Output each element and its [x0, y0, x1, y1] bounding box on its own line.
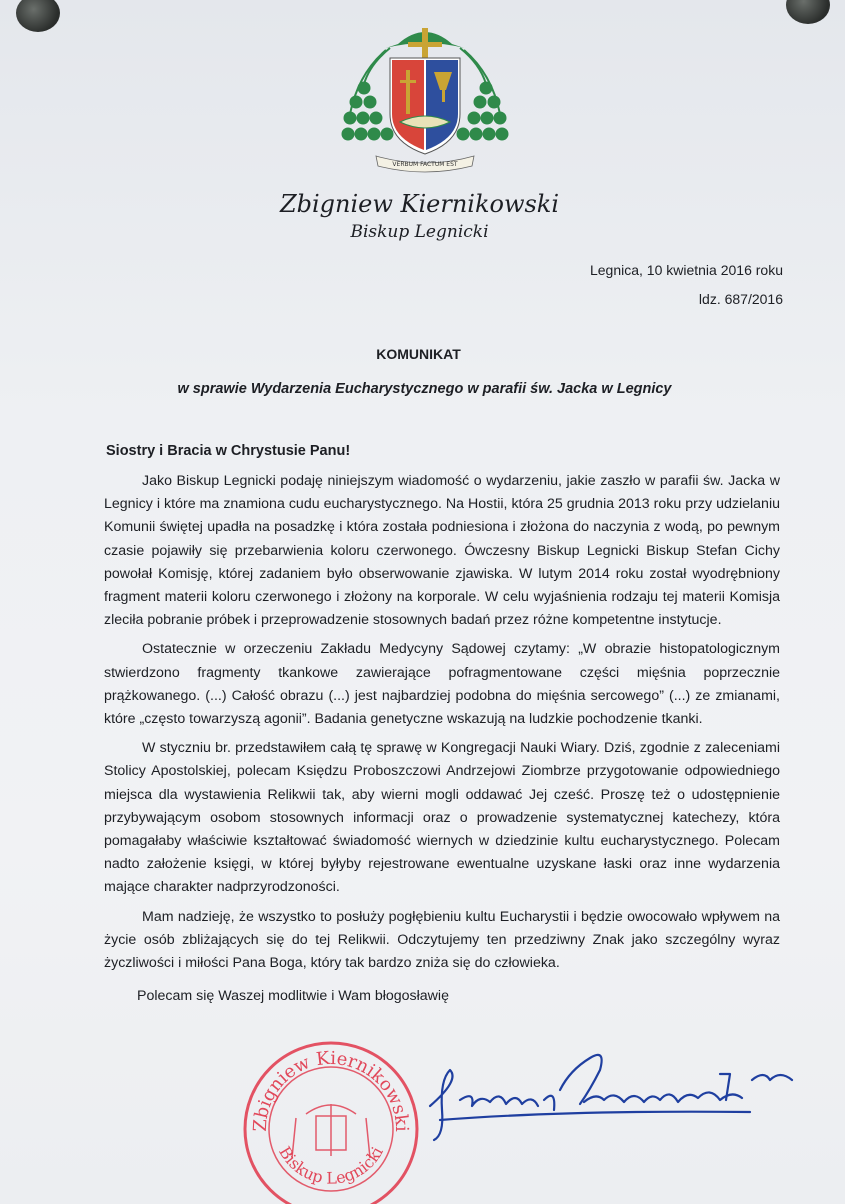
- paragraph: Ostatecznie w orzeczeniu Zakładu Medycyny Sądowej czytamy: „W obrazie histopatologicznym stwierdzono fragmenty tkankowe zawierające pofragmentowane części mięśnia poprzecznie prążkowanego. (...) Całość obrazu (...) jest najbardziej podobna do mięśnia sercowego” (...) ze zmianami, które „często towarzyszą agonii”. Badania genetyczne wskazują na ludzkie pochodzenie tkanki.: [104, 641, 780, 728]
- document-reference: ldz. 687/2016: [698, 291, 783, 307]
- author-title: Biskup Legnicki: [350, 222, 489, 242]
- paragraph: W styczniu br. przedstawiłem całą tę sprawę w Kongregacji Nauki Wiary. Dziś, zgodnie z zaleceniami Stolicy Apostolskiej, polecam Księdzu Proboszczowi Andrzejowi Ziombrze przygotowanie odpowiedniego miejsca dla wystawienia Relikwii tak, aby wierni mogli oddawać Jej cześć. Proszę też o udostępnienie przybywającym osobom stosownych informacji oraz o prowadzenie systematycznej katechezy, która pomagałaby właściwie kształtować świadomość wiernych w dziedzinie kultu eucharystycznego. Polecam nadto założenie księgi, w której byłyby rejestrowane ewentualne uzyskane łaski oraz inne wydarzenia mające charakter nadprzyrodzoności.: [104, 740, 780, 896]
- episcopal-seal: [236, 1034, 426, 1204]
- paragraph: Jako Biskup Legnicki podaję niniejszym wiadomość o wydarzeniu, jakie zaszło w parafii św. Jacka w Legnicy i które ma znamiona cudu eucharystycznego. Na Hostii, która 25 grudnia 2013 roku przy udzielaniu Komunii świętej upadła na posadzkę i która została podniesiona i złożona do naczynia z wodą, po pewnym czasie pojawiły się przebarwienia koloru czerwonego. Ówczesny Biskup Legnicki Biskup Stefan Cichy powołał Komisję, której zadaniem było obserwowanie zjawiska. W lutym 2014 roku został wyodrębniony fragment materii koloru czerwonego i złożony na korporale. W celu wyjaśnienia rodzaju tej materii Komisja zleciła pobranie próbek i przeprowadzenie stosownych badań przez różne kompetentne instytucje.: [104, 473, 780, 629]
- paragraph: Mam nadzieję, że wszystko to posłuży pogłębieniu kultu Eucharystii i będzie owocowało wpływem na życie osób zbliżających się do tej Relikwii. Odczytujemy ten przedziwny Znak jako szczególny wyraz życzliwości i miłości Pana Boga, który tak bardzo zniża się do człowieka.: [104, 908, 780, 972]
- document-body: [104, 470, 780, 1014]
- document-date: Legnica, 10 kwietnia 2016 roku: [589, 262, 783, 278]
- salutation: Siostry i Bracia w Chrystusie Panu!: [106, 443, 351, 459]
- closing-line: Polecam się Waszej modlitwie i Wam błogosławię: [137, 988, 449, 1005]
- seal-text-top: Zbigniew Kiernikowski: [249, 1047, 413, 1133]
- pin-right: [786, 0, 830, 24]
- pin-left: [16, 0, 60, 32]
- document-subheading: w sprawie Wydarzenia Eucharystycznego w parafii św. Jacka w Legnicy: [177, 381, 672, 397]
- document-heading: KOMUNIKAT: [376, 346, 461, 362]
- coat-of-arms: [340, 14, 510, 174]
- crest-motto: VERBUM FACTUM EST: [392, 161, 458, 168]
- signature: [420, 1040, 800, 1150]
- author-name: Zbigniew Kiernikowski: [279, 190, 560, 218]
- seal-text-bottom: Biskup Legnicki: [275, 1143, 387, 1188]
